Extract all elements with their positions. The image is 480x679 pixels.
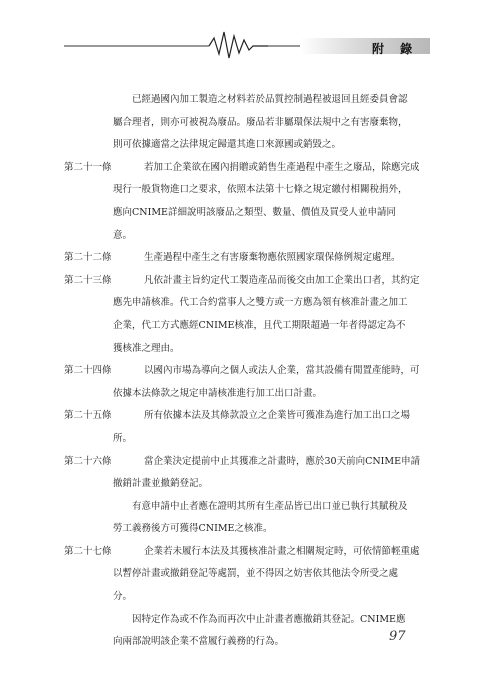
article-line xyxy=(64,179,424,202)
article-number: 第二十四條 xyxy=(64,365,112,377)
article-number: 第二十二條 xyxy=(64,252,112,264)
line-text: 生產過程中產生之有害廢棄物應依照國家環保條例規定處理。 xyxy=(144,252,401,264)
header-section-label: 附 錄 xyxy=(372,42,419,56)
line-text: 則可依據適當之法律規定歸還其進口來源國或銷毀之。 xyxy=(113,139,342,151)
paragraph-line xyxy=(64,609,424,632)
article-number: 第二十六條 xyxy=(64,455,112,467)
line-text: 因特定作為或不作為而再次中止計畫者應撤銷其登記。CNIME應 xyxy=(132,613,406,625)
paragraph-line xyxy=(64,518,424,541)
article-first-line xyxy=(64,157,424,180)
line-text: 依據本法條款之規定申請核准進行加工出口計畫。 xyxy=(113,387,323,399)
paragraph-line xyxy=(64,89,424,112)
article-line xyxy=(64,473,424,496)
line-text: 企業若未履行本法及其獲核准計畫之相關規定時，可依情節輕重處 xyxy=(144,545,420,557)
article-line xyxy=(64,225,424,248)
line-text: 意。 xyxy=(113,229,133,241)
article-line xyxy=(64,338,424,361)
line-text: 撤銷計畫並撤銷登記。 xyxy=(113,478,209,490)
article-first-line xyxy=(64,451,424,474)
line-text: 以國內市場為導向之個人或法人企業，當其設備有閒置產能時，可 xyxy=(144,365,420,377)
article-first-line xyxy=(64,360,424,383)
line-text: 企業，代工方式應經CNIME核准，且代工期限超過一年者得認定為不 xyxy=(113,319,406,331)
article-line xyxy=(64,202,424,225)
paragraph-line xyxy=(64,134,424,157)
line-text: 有意申請中止者應在證明其所有生產品皆已出口並已執行其賦稅及 xyxy=(132,500,408,512)
page-number: 97 xyxy=(389,629,406,644)
article-line xyxy=(64,315,424,338)
line-text: 當企業決定提前中止其獲准之計畫時，應於30天前向CNIME申請 xyxy=(144,455,421,467)
line-text: 向兩部說明該企業不當履行義務的行為。 xyxy=(113,636,285,648)
article-number: 第二十五條 xyxy=(64,410,112,422)
line-text: 若加工企業欲在國內捐贈或銷售生產過程中產生之廢品，除應完成 xyxy=(144,161,420,173)
article-first-line xyxy=(64,405,424,428)
page-header xyxy=(0,26,480,66)
line-text: 已經過國內加工製造之材料若於品質控制過程被退回且經委員會認 xyxy=(132,94,408,105)
line-text: 所有依據本法及其條款設立之企業皆可獲准為進行加工出口之場 xyxy=(144,410,411,422)
article-number: 第二十一條 xyxy=(64,161,112,173)
line-text: 分。 xyxy=(113,591,133,603)
article-number: 第二十七條 xyxy=(64,545,112,557)
article-line xyxy=(64,428,424,451)
article-first-line xyxy=(64,270,424,293)
line-text: 獲核准之理由。 xyxy=(113,342,180,354)
article-line xyxy=(64,383,424,406)
article-first-line xyxy=(64,541,424,564)
line-text: 所。 xyxy=(113,432,133,444)
document-body xyxy=(64,89,424,654)
line-text: 應先申請核准。代工合約當事人之雙方或一方應為領有核准計畫之加工 xyxy=(113,297,408,309)
paragraph-line xyxy=(64,496,424,519)
line-text: 勞工義務後方可獲得CNIME之核准。 xyxy=(113,523,273,535)
paragraph-line xyxy=(64,631,424,654)
article-line xyxy=(64,563,424,586)
article-first-line xyxy=(64,247,424,270)
article-line xyxy=(64,292,424,315)
line-text: 以暫停計畫或撤銷登記等處罰，並不得因之妨害依其他法令所受之處 xyxy=(113,568,399,580)
line-text: 應向CNIME詳細說明該廢品之類型、數量、價值及買受人並申請同 xyxy=(113,206,396,218)
line-text: 現行一般貨物進口之要求，依照本法第十七條之規定繳付相關稅捐外， xyxy=(113,184,408,196)
article-number: 第二十三條 xyxy=(64,274,112,286)
line-text: 凡依計畫主旨約定代工製造產品而後交由加工企業出口者，其約定 xyxy=(144,274,420,286)
article-line xyxy=(64,586,424,609)
line-text: 屬合理者，則亦可被視為廢品。廢品若非屬環保法規中之有害廢棄物， xyxy=(113,116,408,128)
paragraph-line xyxy=(64,112,424,135)
